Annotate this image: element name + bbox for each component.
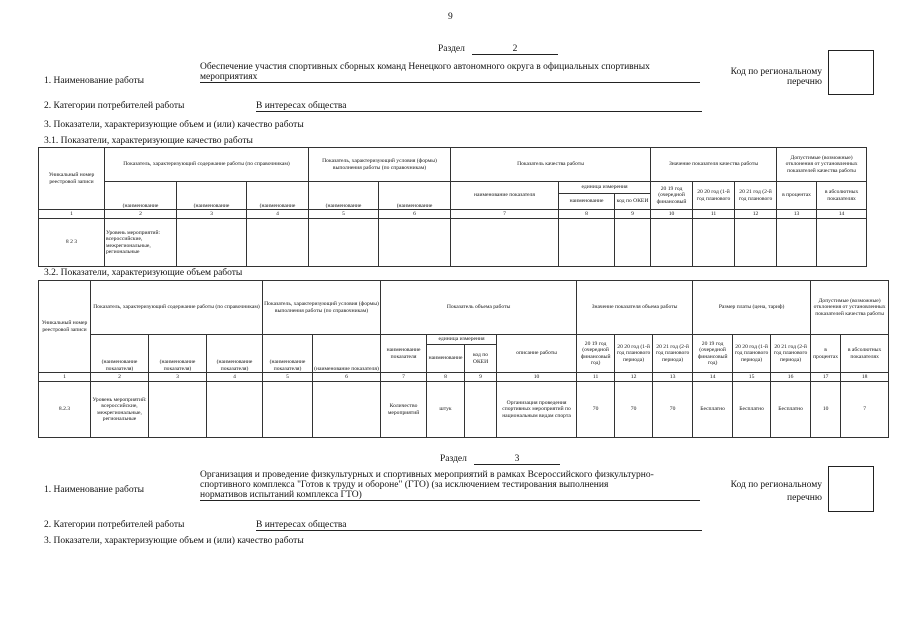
section3-number: 3: [474, 454, 560, 465]
q-cell-empty: [559, 219, 615, 267]
q-h-unique: Уникальный номер реестровой записи: [39, 148, 105, 210]
q-num: 1: [39, 210, 105, 219]
section3-consumers-label: 2. Категории потребителей работы: [44, 520, 185, 530]
v-h-year3: 20 21 год (2-й год планового периода): [653, 335, 693, 373]
v-row-unit: штук: [427, 382, 465, 438]
v-num: 17: [811, 373, 841, 382]
q-num: 8: [559, 210, 615, 219]
v-h-sub-name-2: (наименование показателя): [149, 335, 207, 373]
v-num: 16: [771, 373, 811, 382]
q-h-percent: в процентах: [777, 182, 817, 210]
q-h-name-1: (наименование: [105, 182, 177, 210]
v-num: 15: [733, 373, 771, 382]
volume-table: [38, 280, 889, 438]
q-h-unit-name: наименование: [559, 194, 615, 210]
q-cell-empty: [651, 219, 693, 267]
v-row-absolute: 7: [841, 382, 889, 438]
section2-name-line1: Обеспечение участия спортивных сборных команд Ненецкого автономного округа в официальных спортивных: [200, 62, 650, 72]
section3-label: Раздел: [440, 454, 467, 464]
q-h-year3: 20 21 год (2-й год планового: [735, 182, 777, 210]
v-h-fee-year1: 20 19 год (очередной финансовый год): [693, 335, 733, 373]
section3-indicators-label: 3. Показатели, характеризующие объем и (или) качество работы: [44, 536, 304, 546]
section3-name-value: [200, 470, 700, 501]
v-h-year2: 20 20 год (1-й год планового периода): [615, 335, 653, 373]
section2-name-label: 1. Наименование работы: [44, 76, 145, 86]
q-num: 11: [693, 210, 735, 219]
section2-code-box: [828, 50, 874, 95]
v-h-sub-name-3: (наименование показателя): [207, 335, 263, 373]
v-num: 11: [577, 373, 615, 382]
q-num: 14: [817, 210, 867, 219]
q-cell-empty: [693, 219, 735, 267]
v-num: 10: [497, 373, 577, 382]
q-h-absolute: в абсолютных показателях: [817, 182, 867, 210]
q-cell-empty: [615, 219, 651, 267]
v-num: 9: [465, 373, 497, 382]
v-h-indicator-name: наименование показателя: [381, 335, 427, 373]
v-h-fee-year2: 20 20 год (1-й год планового периода): [733, 335, 771, 373]
v-row-level: Уровень мероприятий: всероссийские, межрегиональные, региональные: [91, 382, 149, 438]
q-h-conditions: Показатель, характеризующий условия (формы) выполнения работы (по справочникам): [309, 148, 451, 182]
v-cell-empty: [207, 382, 263, 438]
q-num: 13: [777, 210, 817, 219]
q-num: 2: [105, 210, 177, 219]
v-num: 14: [693, 373, 733, 382]
q-cell-empty: [247, 219, 309, 267]
section2-code-label-2: перечню: [787, 77, 822, 87]
section3-name-label: 1. Наименование работы: [44, 485, 145, 495]
v-num: 8: [427, 373, 465, 382]
q-h-values: Значение показателя качества работы: [651, 148, 777, 182]
section2-label: Раздел: [438, 44, 465, 54]
q-num: 4: [247, 210, 309, 219]
v-row-description: Организация проведения спортивных мероприятий по национальным видам спорта: [497, 382, 577, 438]
q-num: 7: [451, 210, 559, 219]
q-num: 9: [615, 210, 651, 219]
v-h-content: Показатель, характеризующий содержание работы (по справочникам): [91, 281, 263, 335]
v-num: 2: [91, 373, 149, 382]
q-cell-empty: [177, 219, 247, 267]
q-num: 6: [379, 210, 451, 219]
section2-code-label: [720, 67, 822, 87]
v-h-description: описание работы: [497, 335, 577, 373]
q-num: 5: [309, 210, 379, 219]
v-cell-empty: [263, 382, 313, 438]
v-h-unique: Уникальный номер реестровой записи: [39, 281, 91, 373]
v-h-absolute: в абсолютных показателях: [841, 335, 889, 373]
v-h-sub-name-5: (наименование показателя): [313, 335, 381, 373]
v-row-value-2: 70: [615, 382, 653, 438]
q-h-name-5: (наименование: [379, 182, 451, 210]
q-h-name-3: (наименование: [247, 182, 309, 210]
q-cell-empty: [309, 219, 379, 267]
q-cell-empty: [777, 219, 817, 267]
section2-name-line2: мероприятиях: [200, 72, 700, 83]
v-num: 13: [653, 373, 693, 382]
section3-code-label: [720, 480, 822, 503]
section2-consumers-value: В интересах общества: [256, 101, 702, 112]
quality-table: [38, 147, 867, 267]
section3-name-line1: Организация и проведение физкультурных и спортивных мероприятий в рамках Всероссийского физкультурно-: [200, 470, 654, 480]
v-h-year1: 20 19 год (очередной финансовый год): [577, 335, 615, 373]
q-num: 10: [651, 210, 693, 219]
section3-code-box: [828, 466, 874, 512]
v-row-code: 8.2.3: [39, 382, 91, 438]
q-num: 3: [177, 210, 247, 219]
section2-indicators-label: 3. Показатели, характеризующие объем и (или) качество работы: [44, 120, 304, 130]
v-num: 4: [207, 373, 263, 382]
section3-name-line2: спортивного комплекса "Готов к труду и обороне" (ГТО) (за исключением тестирования выполнения: [200, 480, 609, 490]
q-cell-empty: [379, 219, 451, 267]
v-row-fee-3: Бесплатно: [771, 382, 811, 438]
v-h-conditions: Показатель, характеризующий условия (формы) выполнения работы (по справочникам): [263, 281, 381, 335]
q-h-year2: 20 20 год (1-й год планового: [693, 182, 735, 210]
v-num: 12: [615, 373, 653, 382]
v-num: 3: [149, 373, 207, 382]
q-h-quality: Показатель качества работы: [451, 148, 651, 182]
volume-table-title: 3.2. Показатели, характеризующие объем работы: [44, 268, 243, 278]
v-h-fee: Размер платы (цена, тариф): [693, 281, 811, 335]
v-cell-empty: [465, 382, 497, 438]
q-h-deviation: Допустимые (возможные) отклонения от установленных показателей качества работы: [777, 148, 867, 182]
v-row-fee-1: Бесплатно: [693, 382, 733, 438]
v-h-percent: в процентах: [811, 335, 841, 373]
v-row-indicator: Количество мероприятий: [381, 382, 427, 438]
q-h-okei: код по ОКЕИ: [615, 194, 651, 210]
section3-consumers-value: В интересах общества: [256, 520, 702, 531]
v-num: 6: [313, 373, 381, 382]
v-num: 1: [39, 373, 91, 382]
v-cell-empty: [149, 382, 207, 438]
table-row: [39, 219, 867, 267]
q-cell-empty: [817, 219, 867, 267]
q-num: 12: [735, 210, 777, 219]
q-h-name-2: (наименование: [177, 182, 247, 210]
q-row-code: 8 2 3: [39, 219, 105, 267]
v-h-fee-year3: 20 21 год (2-й год планового периода): [771, 335, 811, 373]
q-h-unit: единица измерения: [559, 182, 651, 194]
v-row-value-3: 70: [653, 382, 693, 438]
v-h-sub-name-1: (наименование показателя): [91, 335, 149, 373]
page-number: 9: [448, 12, 453, 22]
v-h-sub-name-4: (наименование показателя): [263, 335, 313, 373]
q-cell-empty: [451, 219, 559, 267]
v-num: 7: [381, 373, 427, 382]
v-h-deviation: Допустимые (возможные) отклонения от установленных показателей качества работы: [811, 281, 889, 335]
q-h-name-4: (наименование: [309, 182, 379, 210]
section3-code-label-2: перечню: [787, 493, 822, 503]
section2-name-value: [200, 62, 700, 83]
v-h-unit: единица измерения: [427, 335, 497, 345]
v-row-value-1: 70: [577, 382, 615, 438]
v-h-values: Значение показателя объема работы: [577, 281, 693, 335]
v-cell-empty: [313, 382, 381, 438]
v-row-percent: 10: [811, 382, 841, 438]
q-h-year1: 20 19 год (очередной финансовый: [651, 182, 693, 210]
q-row-level: Уровень мероприятий: всероссийские, межрегиональные, региональные: [105, 219, 177, 267]
section2-number: 2: [472, 44, 558, 55]
section3-name-line3: нормативов испытаний комплекса ГТО): [200, 490, 700, 501]
q-h-indicator-name: наименование показателя: [451, 182, 559, 210]
q-cell-empty: [735, 219, 777, 267]
table-row: [39, 382, 889, 438]
section2-consumers-label: 2. Категории потребителей работы: [44, 101, 185, 111]
q-h-content: Показатель, характеризующий содержание работы (по справочникам): [105, 148, 309, 182]
v-num: 18: [841, 373, 889, 382]
v-h-volume: Показатель объема работы: [381, 281, 577, 335]
v-row-fee-2: Бесплатно: [733, 382, 771, 438]
v-h-okei: код по ОКЕИ: [465, 345, 497, 373]
section3-code-label-1: Код по региональному: [730, 480, 822, 490]
v-num: 5: [263, 373, 313, 382]
section2-code-label-1: Код по региональному: [730, 67, 822, 77]
v-h-unit-name: наименование: [427, 345, 465, 373]
quality-table-title: 3.1. Показатели, характеризующие качество работы: [44, 136, 253, 146]
